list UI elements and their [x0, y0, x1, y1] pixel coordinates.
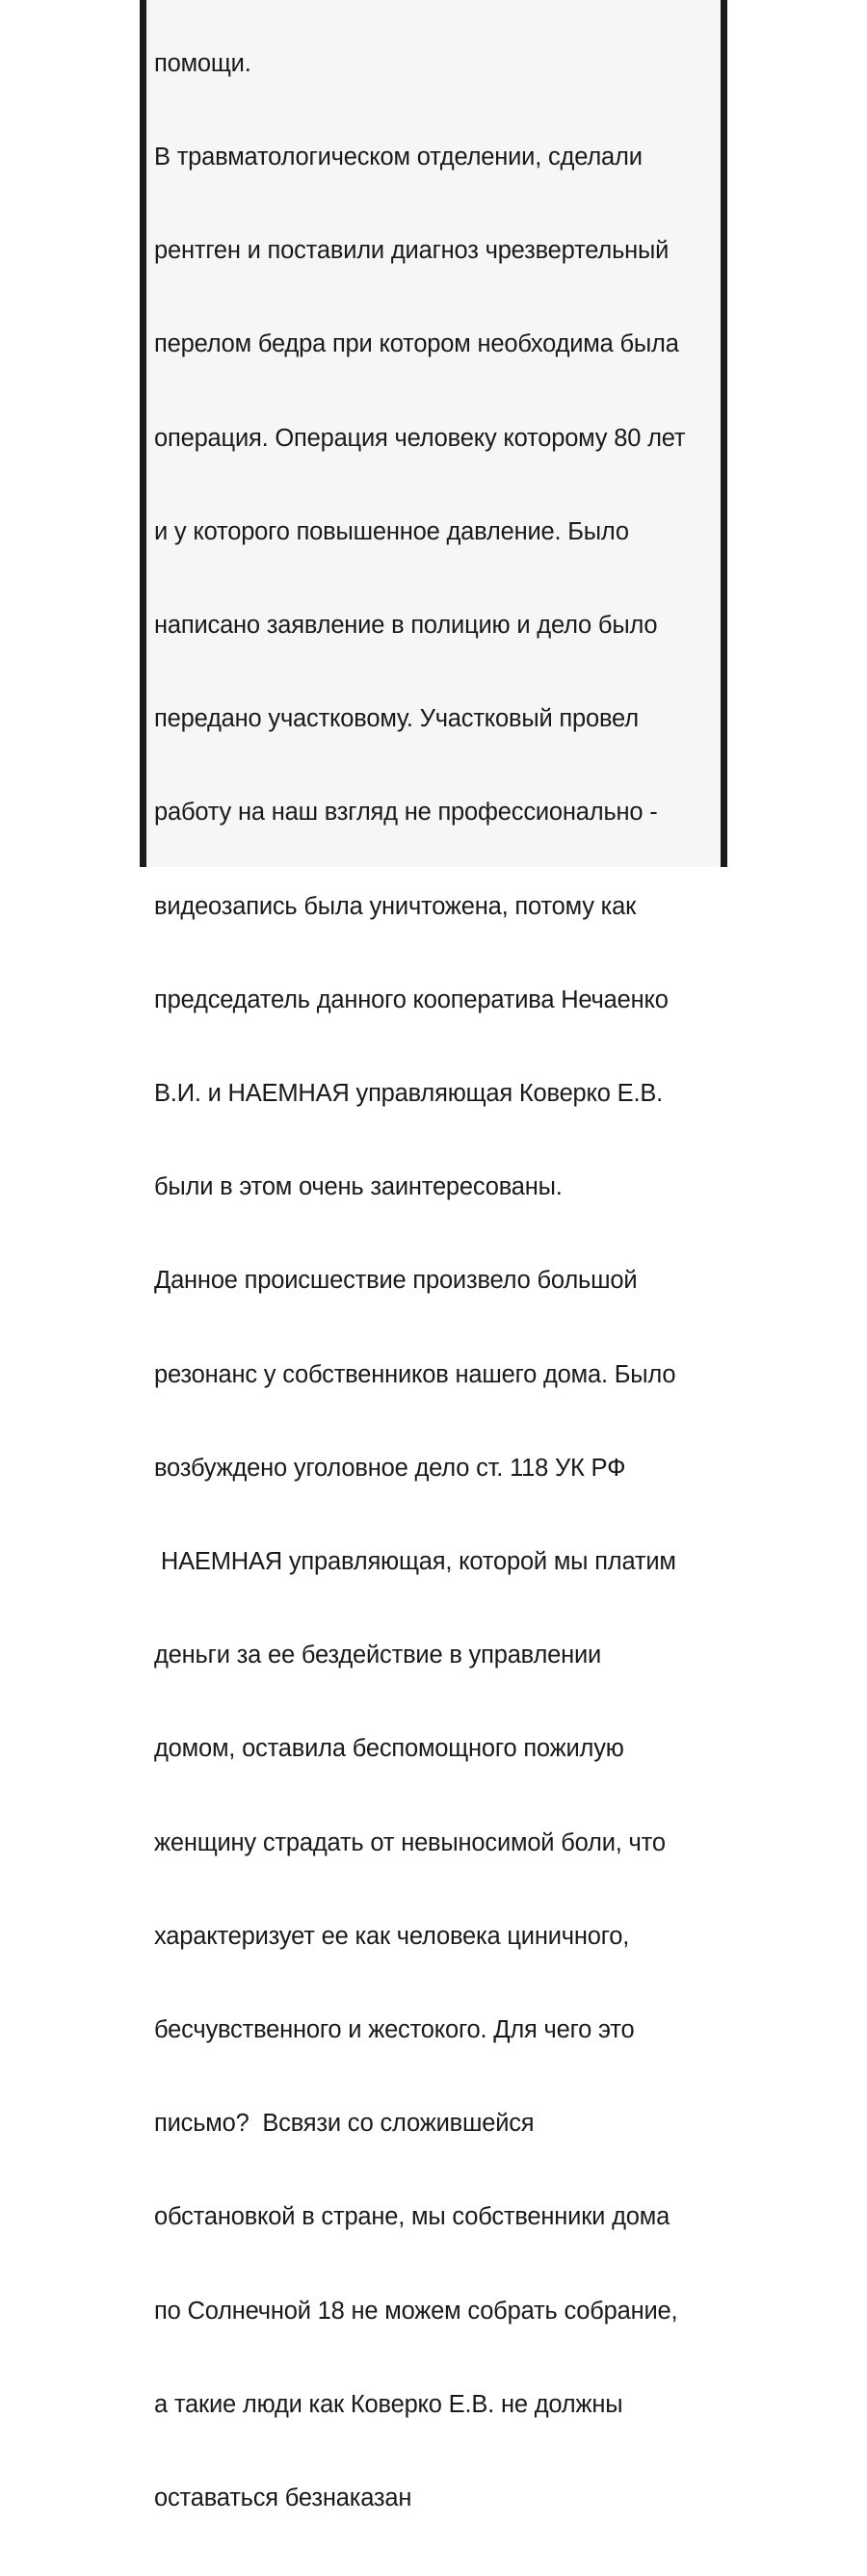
message-line: были в этом очень заинтересованы.	[154, 1173, 563, 1201]
message-line: характеризует ее как человека циничного,	[154, 1922, 630, 1950]
message-line: деньги за ее бездействие в управлении	[154, 1642, 602, 1669]
message-line: перелом бедра при котором необходима была	[154, 330, 679, 358]
message-line: по Солнечной 18 не можем собрать собрание,	[154, 2297, 678, 2325]
message-line: оставаться безнаказан	[154, 2484, 412, 2512]
message-line: а такие люди как Коверко Е.В. не должны	[154, 2390, 623, 2418]
message-line: написано заявление в полицию и дело было	[154, 612, 658, 640]
message-line: помощи.	[154, 49, 251, 77]
message-line: и у которого повышенное давление. Было	[154, 517, 629, 545]
message-line: бесчувственного и жестокого. Для чего это	[154, 2016, 635, 2044]
message-line: письмо? Всвязи со сложившейся	[154, 2110, 535, 2138]
message-line: женщину страдать от невыносимой боли, что	[154, 1828, 666, 1856]
message-line: резонанс у собственников нашего дома. Было	[154, 1360, 676, 1388]
message-line: Данное происшествие произвело большой	[154, 1267, 638, 1295]
message-line: В травматологическом отделении, сделали	[154, 144, 643, 171]
message-line: видеозапись была уничтожена, потому как	[154, 892, 637, 920]
message-line: операция. Операция человеку которому 80 лет	[154, 424, 686, 452]
message-line: домом, оставила беспомощного пожилую	[154, 1735, 624, 1763]
message-line: работу на наш взгляд не профессионально -	[154, 799, 658, 827]
message-line: НАЕМНАЯ управляющая, которой мы платим	[154, 1548, 676, 1576]
message-body[interactable]	[154, 0, 722, 2576]
message-line: В.И. и НАЕМНАЯ управляющая Коверко Е.В.	[154, 1080, 664, 1108]
message-line: председатель данного кооператива Нечаенко	[154, 986, 669, 1013]
message-line: передано участковому. Участковый провел	[154, 705, 639, 733]
message-screen	[140, 0, 727, 2512]
message-line: обстановкой в стране, мы собственники дома	[154, 2203, 670, 2231]
message-line: возбуждено уголовное дело ст. 118 УК РФ	[154, 1454, 626, 1482]
message-line: рентген и поставили диагноз чрезвертельный	[154, 237, 670, 265]
